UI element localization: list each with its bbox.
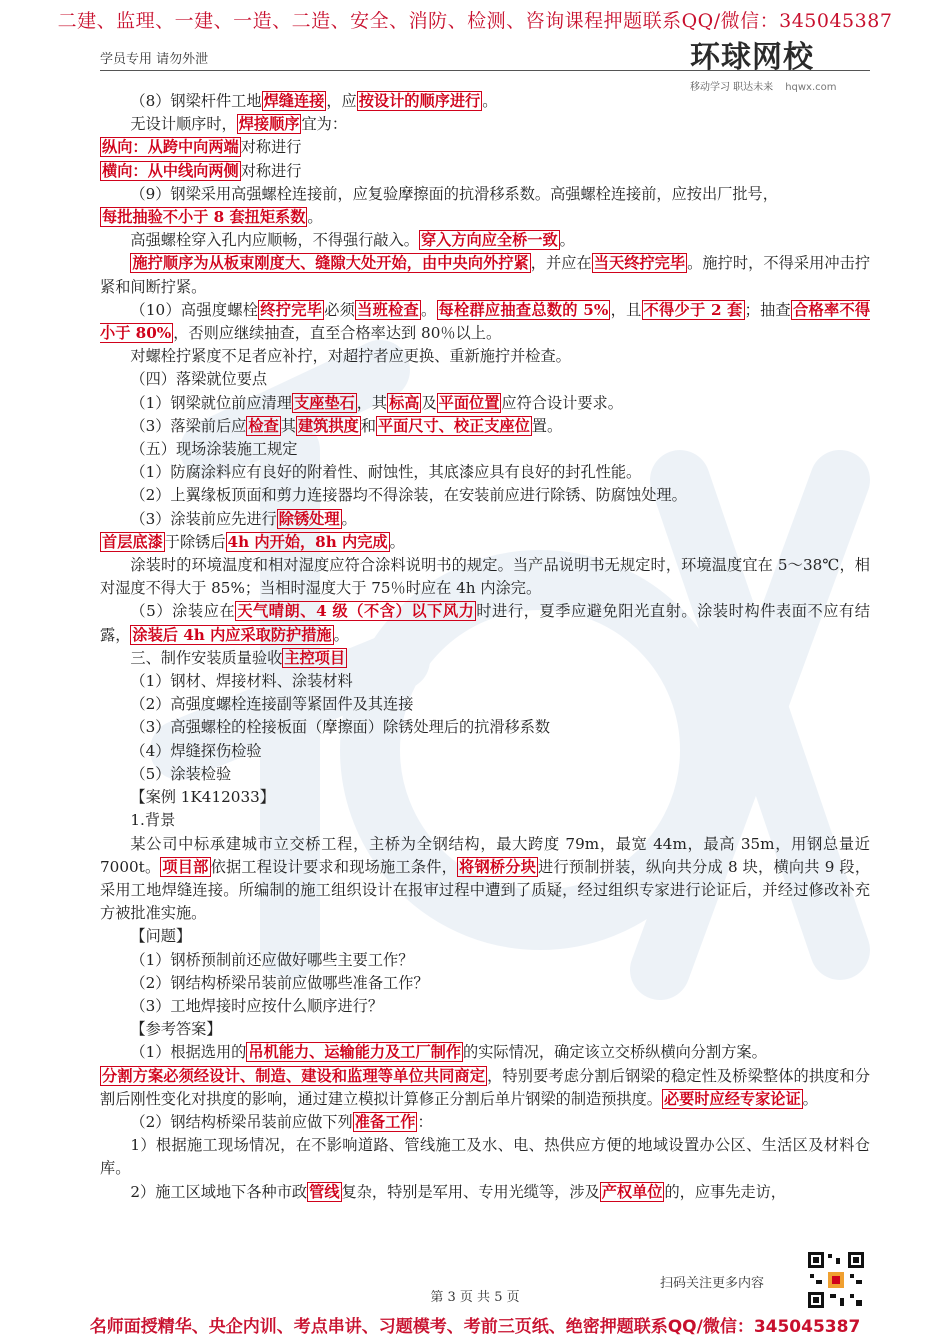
highlighted-keyword: 建筑拱度 xyxy=(297,416,359,435)
logo-slogan: 移动学习 职达未来 xyxy=(690,82,774,93)
paragraph-text: （3）落梁前后应 xyxy=(130,416,247,435)
highlighted-keyword: 吊机能力、运输能力及工厂制作 xyxy=(248,1043,461,1062)
scan-qr-caption: 扫码关注更多内容 xyxy=(660,1276,765,1291)
paragraph-text: 。施拧时，不得采用冲击拧紧和间断拧紧。 xyxy=(100,254,871,296)
paragraph xyxy=(100,949,870,972)
paragraph-text: ，其 xyxy=(356,393,388,412)
paragraph-text: 其 xyxy=(280,416,296,435)
highlighted-keyword: 将钢桥分块 xyxy=(459,857,537,876)
paragraph xyxy=(100,670,870,693)
paragraph xyxy=(100,972,870,995)
paragraph xyxy=(100,716,870,739)
highlighted-keyword: 除锈处理 xyxy=(278,509,340,528)
highlighted-keyword: 终拧完毕 xyxy=(260,300,323,319)
paragraph xyxy=(100,1018,870,1041)
header-confidential-note: 学员专用 请勿外泄 xyxy=(100,52,209,67)
highlighted-keyword: 平面位置 xyxy=(438,393,500,412)
paragraph xyxy=(100,508,870,531)
paragraph xyxy=(100,600,870,646)
paragraph-text: 。 xyxy=(307,208,323,227)
paragraph-text: 【案例 1K412033】 xyxy=(130,788,275,807)
paragraph-text: 依据工程设计要求和现场施工条件， xyxy=(210,857,458,876)
highlighted-keyword: 支座垫石 xyxy=(293,393,355,412)
paragraph-text: 必须 xyxy=(324,300,356,319)
highlighted-keyword: 焊接顺序 xyxy=(238,115,300,134)
paragraph xyxy=(100,206,870,229)
paragraph xyxy=(100,183,870,206)
paragraph xyxy=(100,345,870,368)
highlighted-keyword: 每栓群应抽查总数的 5% xyxy=(438,300,609,319)
paragraph xyxy=(100,438,870,461)
paragraph xyxy=(100,484,870,507)
paragraph xyxy=(100,693,870,716)
paragraph-text: 。 xyxy=(559,231,575,250)
paragraph-text: （3）高强螺栓的栓接板面（摩擦面）除锈处理后的抗滑移系数 xyxy=(130,718,551,737)
highlighted-keyword: 当班检查 xyxy=(357,300,420,319)
highlighted-keyword: 横向：从中线向两侧 xyxy=(102,161,239,180)
highlighted-keyword: 准备工作 xyxy=(354,1112,416,1131)
highlighted-keyword: 施拧顺序为从板束刚度大、缝隙大处开始，由中央向外拧紧 xyxy=(132,254,529,273)
highlighted-keyword: 按设计的顺序进行 xyxy=(358,92,481,110)
paragraph xyxy=(100,368,870,391)
paragraph-text: 1）根据施工现场情况，在不影响道路、管线施工及水、电、热供应方便的地域设置办公区、生活区及材料仓库。 xyxy=(100,1136,870,1178)
highlighted-keyword: 标高 xyxy=(389,393,420,412)
paragraph-text: 的实际情况，确定该立交桥纵横向分割方案。 xyxy=(463,1043,767,1062)
paragraph-text: 对称进行 xyxy=(240,161,302,180)
paragraph-text: （2）上翼缘板顶面和剪力连接器均不得涂装，在安装前应进行除锈、防腐蚀处理。 xyxy=(130,486,687,505)
paragraph xyxy=(100,833,870,926)
paragraph-text: （1）防腐涂料应有良好的附着性、耐蚀性，其底漆应具有良好的封孔性能。 xyxy=(130,463,642,482)
highlighted-keyword: 4h 内开始，8h 内完成 xyxy=(227,532,388,551)
paragraph xyxy=(100,554,870,600)
document-body xyxy=(100,90,870,1204)
paragraph-text: （1）钢材、焊接材料、涂装材料 xyxy=(130,672,353,691)
paragraph-text: 。 xyxy=(482,92,498,110)
paragraph-text: 无设计顺序时， xyxy=(130,115,237,134)
paragraph xyxy=(100,809,870,832)
highlighted-keyword: 涂装后 4h 内应采取防护措施 xyxy=(132,625,332,644)
highlighted-keyword: 平面尺寸、校正支座位 xyxy=(377,416,530,435)
paragraph xyxy=(100,392,870,415)
logo-text: 环球网校 xyxy=(690,40,814,75)
paragraph xyxy=(100,299,870,345)
paragraph-text: （3）涂装前应先进行 xyxy=(130,509,277,528)
paragraph xyxy=(100,740,870,763)
paragraph-text: ，特别要考虑分割后钢梁的稳定性及桥梁整体的拱度和分割后刚性变化对拱度的影响，通过建立模拟计算修正分割后单片钢梁的制造预拱度。 xyxy=(100,1066,871,1108)
paragraph-text: 时进行，夏季应避免阳光直射。涂装时构件表面不应有结露， xyxy=(100,602,870,644)
paragraph xyxy=(100,113,870,136)
paragraph-text: 进行预制拼装，纵向共分成 8 块，横向共 9 段，采用工地焊缝连接。所编制的施工组织设计在报审过程中遭到了质疑，经过组织专家进行论证后，并经过修改补充方被批准实施。 xyxy=(100,857,871,923)
highlighted-keyword: 合格率不得小于 80% xyxy=(100,300,871,343)
paragraph-text: （1）钢桥预制前还应做好哪些主要工作？ xyxy=(130,950,414,969)
paragraph-text: （2）钢结构桥梁吊装前应做下列 xyxy=(130,1112,353,1131)
paragraph-text: （8）钢梁杆件工地 xyxy=(130,92,262,110)
paragraph-text: 【问题】 xyxy=(130,927,192,946)
paragraph-text: 宜为： xyxy=(301,115,348,134)
paragraph-text: （四）落梁就位要点 xyxy=(130,370,268,389)
paragraph xyxy=(100,1041,870,1064)
paragraph-text: 置。 xyxy=(531,416,563,435)
paragraph-text: （5）涂装检验 xyxy=(130,764,232,783)
paragraph-text: 涂装时的环境温度和相对湿度应符合涂料说明书的规定。当产品说明书无规定时，环境温度宜在 5～38℃，相对湿度不得大于 85%；当相时湿度大于 75％时应在 4h 内涂完。 xyxy=(100,556,870,598)
highlighted-keyword: 穿入方向应全桥一致 xyxy=(420,231,558,250)
paragraph xyxy=(100,995,870,1018)
paragraph xyxy=(100,1134,870,1180)
highlighted-keyword: 当天终拧完毕 xyxy=(593,254,686,273)
paragraph-text: 对称进行 xyxy=(240,138,302,157)
top-banner: 二建、监理、一建、一造、二造、安全、消防、检测、咨询课程押题联系QQ/微信：345045387 xyxy=(57,10,893,32)
paragraph-text: 。 xyxy=(421,300,437,319)
paragraph-text: 对螺栓拧紧度不足者应补拧，对超拧者应更换、重新施拧并检查。 xyxy=(130,347,571,366)
paragraph-text: 1.背景 xyxy=(130,811,176,830)
paragraph xyxy=(100,1111,870,1134)
paragraph xyxy=(100,786,870,809)
page-number: 第 3 页 共 5 页 xyxy=(430,1290,520,1305)
logo-url: hqwx.com xyxy=(785,82,837,93)
paragraph-text: （2）钢结构桥梁吊装前应做哪些准备工作？ xyxy=(130,973,429,992)
highlighted-keyword: 首层底漆 xyxy=(102,532,163,551)
highlighted-keyword: 必要时应经专家论证 xyxy=(663,1089,801,1108)
paragraph-text: ： xyxy=(417,1112,433,1131)
highlighted-keyword: 管线 xyxy=(309,1182,340,1201)
paragraph xyxy=(100,647,870,670)
bottom-banner: 名师面授精华、央企内训、考点串讲、习题模考、考前三页纸、绝密押题联系QQ/微信：345045387 xyxy=(89,1317,861,1337)
paragraph-text: （9）钢梁采用高强螺栓连接前，应复验摩擦面的抗滑移系数。高强螺栓连接前，应按出厂批号， xyxy=(130,184,778,203)
paragraph xyxy=(100,160,870,183)
paragraph-text: （10）高强度螺栓 xyxy=(130,300,259,319)
paragraph-text: ，否则应继续抽查，直至合格率达到 80％以上。 xyxy=(173,324,502,343)
paragraph-text: 2）施工区域地下各种市政 xyxy=(130,1182,308,1201)
paragraph-text: 三、制作安装质量验收 xyxy=(130,648,283,667)
highlighted-keyword: 每批抽验不小于 8 套扭矩系数 xyxy=(102,208,306,227)
paragraph-text: 某公司中标承建城市立交桥工程，主桥为全钢结构，最大跨度 79m，最宽 44m，最高 35m，用钢总量近 7000t。 xyxy=(100,834,870,876)
paragraph-text: 。 xyxy=(389,532,405,551)
paragraph-text: 的，应事先走访， xyxy=(664,1182,786,1201)
paragraph-text: 。 xyxy=(802,1089,818,1108)
paragraph-text: （五）现场涂装施工规定 xyxy=(130,440,298,459)
highlighted-keyword: 产权单位 xyxy=(601,1182,663,1201)
paragraph-text: （2）高强度螺栓连接副等紧固件及其连接 xyxy=(130,695,414,714)
paragraph-text: 于除锈后 xyxy=(164,532,226,551)
highlighted-keyword: 不得少于 2 套 xyxy=(643,300,743,319)
paragraph xyxy=(100,415,870,438)
highlighted-keyword: 项目部 xyxy=(162,857,209,876)
paragraph-text: 应符合设计要求。 xyxy=(501,393,623,412)
highlighted-keyword: 分割方案必须经设计、制造、建设和监理等单位共同商定 xyxy=(102,1066,486,1085)
paragraph-text: ，且 xyxy=(610,300,642,319)
paragraph-text: 和 xyxy=(360,416,376,435)
highlighted-keyword: 主控项目 xyxy=(284,648,346,667)
highlighted-keyword: 焊缝连接 xyxy=(263,92,325,110)
paragraph-text: ，应 xyxy=(326,92,357,110)
paragraph-text: 及 xyxy=(421,393,437,412)
paragraph xyxy=(100,531,870,554)
paragraph-text: （1）根据选用的 xyxy=(130,1043,247,1062)
paragraph-text: ，并应在 xyxy=(530,254,592,273)
paragraph xyxy=(100,229,870,252)
paragraph-text: （5）涂装应在 xyxy=(130,602,236,621)
paragraph xyxy=(100,1181,870,1204)
paragraph-text: 【参考答案】 xyxy=(130,1020,222,1039)
paragraph-text: 。 xyxy=(333,625,349,644)
paragraph xyxy=(100,90,870,113)
highlighted-keyword: 天气晴朗、4 级（不含）以下风力 xyxy=(237,602,475,621)
header-divider xyxy=(100,70,870,71)
paragraph-text: （1）钢梁就位前应清理 xyxy=(130,393,292,412)
highlighted-keyword: 纵向：从跨中向两端 xyxy=(102,138,239,157)
logo xyxy=(690,32,870,92)
paragraph-text: （3）工地焊接时应按什么顺序进行？ xyxy=(130,996,384,1015)
paragraph xyxy=(100,763,870,786)
paragraph-text: ；抽查 xyxy=(744,300,792,319)
highlighted-keyword: 检查 xyxy=(248,416,279,435)
paragraph xyxy=(100,925,870,948)
paragraph-text: 复杂，特别是军用、专用光缆等，涉及 xyxy=(341,1182,600,1201)
paragraph xyxy=(100,1065,870,1111)
paragraph xyxy=(100,252,870,298)
paragraph-text: （4）焊缝探伤检验 xyxy=(130,741,262,760)
paragraph xyxy=(100,136,870,159)
paragraph-text: 。 xyxy=(341,509,357,528)
paragraph xyxy=(100,461,870,484)
paragraph-text: 高强螺栓穿入孔内应顺畅，不得强行敲入。 xyxy=(130,231,419,250)
